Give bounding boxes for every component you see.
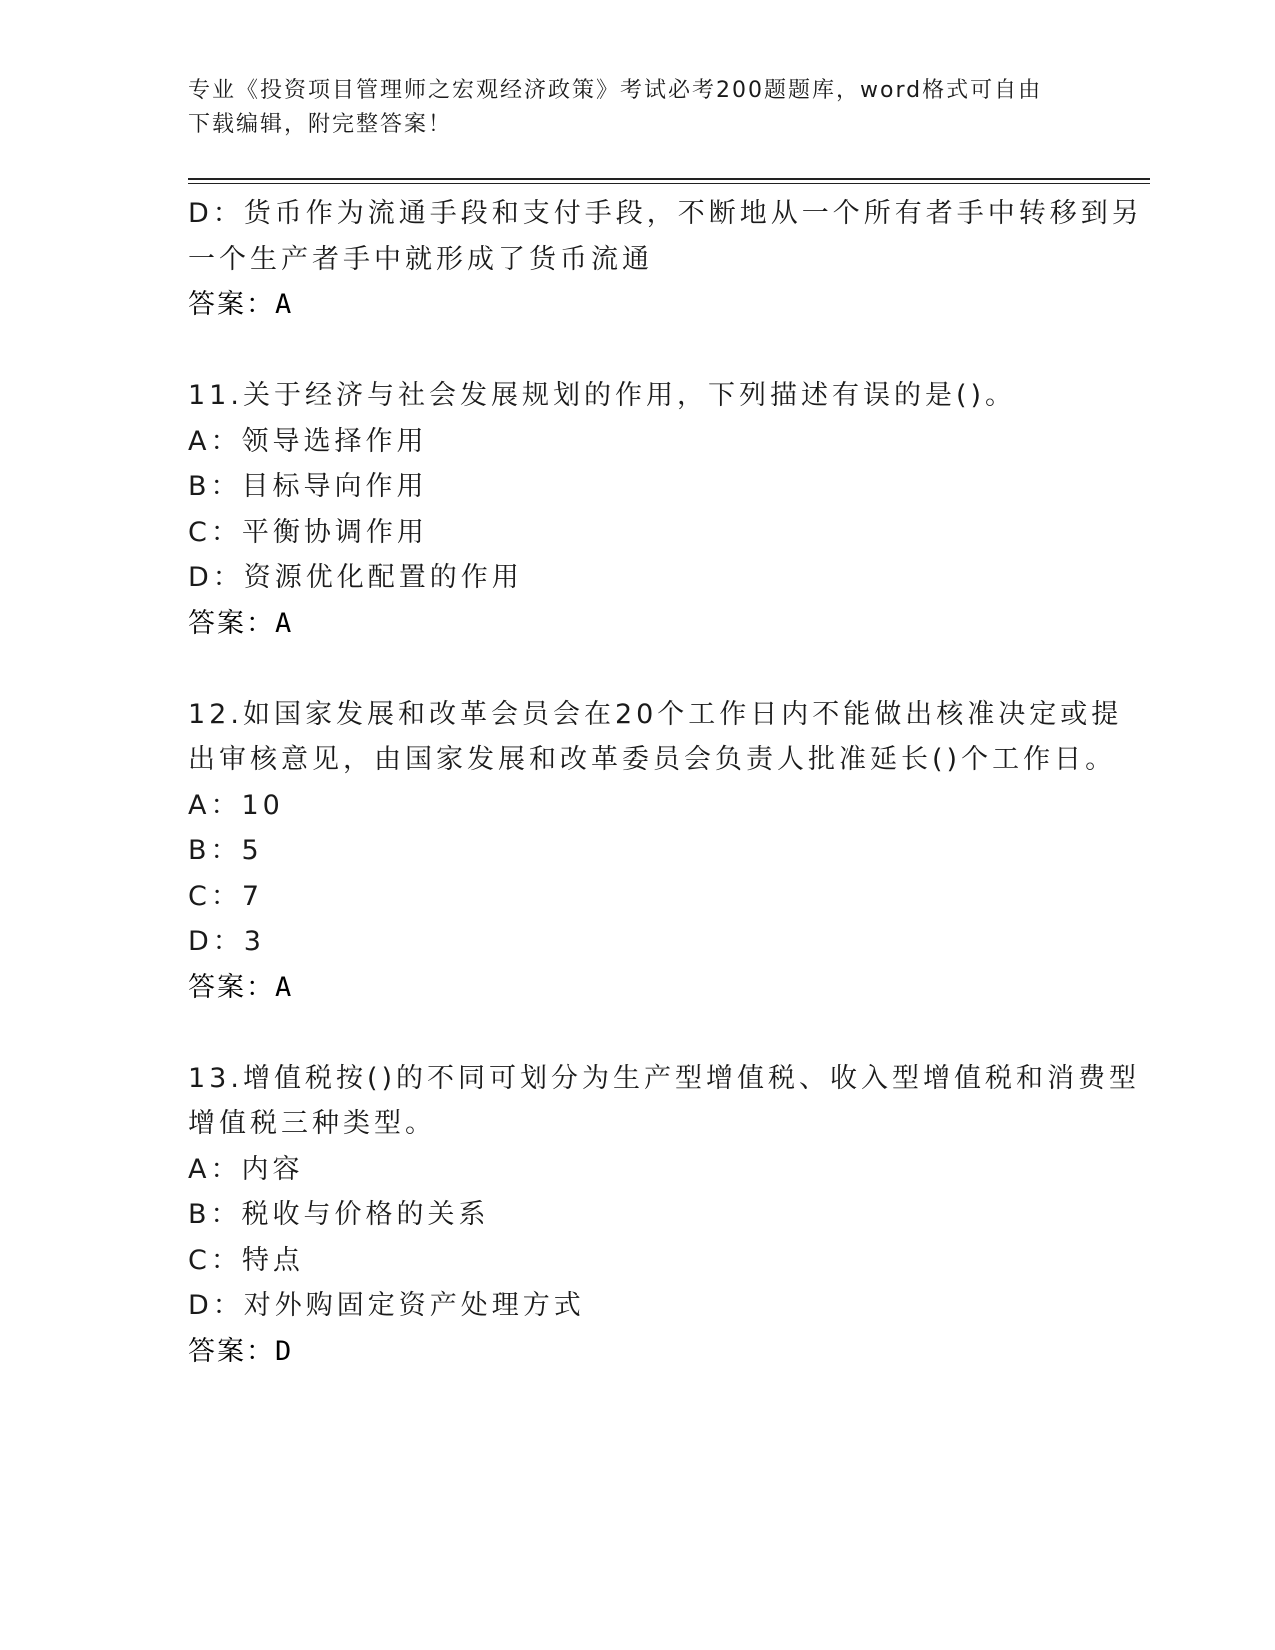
- answer-value: D: [275, 1335, 294, 1367]
- question-stem-line-2: 增值税三种类型。: [188, 1108, 436, 1139]
- answer-label: 答案：: [188, 289, 275, 320]
- answer-line: [188, 965, 1088, 1011]
- document-header: [188, 74, 1068, 142]
- option-a: A：10: [188, 789, 284, 821]
- question-block-12: [188, 692, 1123, 1011]
- option-d: D：对外购固定资产处理方式: [188, 1290, 585, 1321]
- question-stem-line-1: 13.增值税按()的不同可划分为生产型增值税、收入型增值税和消费型: [188, 1062, 1141, 1094]
- option-b: B：目标导向作用: [188, 471, 428, 502]
- header-line-1: 专业《投资项目管理师之宏观经济政策》考试必考200题题库，word格式可自由: [188, 78, 1043, 103]
- option-c: C：平衡协调作用: [188, 516, 428, 548]
- answer-line: [188, 1329, 1088, 1375]
- question-block-11: [188, 373, 1088, 646]
- question-block-13: [188, 1056, 1141, 1375]
- option-b: B：税收与价格的关系: [188, 1199, 490, 1230]
- option-a: A：领导选择作用: [188, 425, 428, 457]
- answer-value: A: [275, 607, 294, 639]
- question-stem-line-1: 12.如国家发展和改革会员会在20个工作日内不能做出核准决定或提: [188, 698, 1123, 730]
- option-c: C：7: [188, 880, 264, 912]
- spacer: [188, 646, 1088, 692]
- answer-label: 答案：: [188, 1335, 275, 1367]
- spacer: [188, 328, 1088, 374]
- header-divider-thin: [188, 183, 1150, 184]
- option-c: C：特点: [188, 1244, 304, 1276]
- option-d-line-2: 一个生产者手中就形成了货币流通: [188, 243, 653, 275]
- answer-value: A: [275, 289, 294, 320]
- answer-label: 答案：: [188, 607, 275, 639]
- option-d: D：3: [188, 926, 265, 957]
- answer-line: [188, 282, 1088, 328]
- header-line-2: 下载编辑，附完整答案！: [188, 112, 453, 137]
- option-b: B：5: [188, 835, 263, 866]
- answer-label: 答案：: [188, 971, 275, 1003]
- answer-value: A: [275, 971, 294, 1003]
- option-a: A：内容: [188, 1153, 304, 1185]
- option-d: D：资源优化配置的作用: [188, 562, 523, 593]
- question-stem: 11.关于经济与社会发展规划的作用，下列描述有误的是()。: [188, 380, 1017, 411]
- answer-line: [188, 601, 1088, 647]
- header-divider-thick: [188, 178, 1150, 180]
- question-stem-line-2: 出审核意见，由国家发展和改革委员会负责人批准延长()个工作日。: [188, 744, 1117, 775]
- spacer: [188, 1010, 1088, 1056]
- previous-question-tail: [188, 191, 1143, 328]
- option-d-line-1: D：货币作为流通手段和支付手段，不断地从一个所有者手中转移到另: [188, 198, 1143, 229]
- question-content: [188, 191, 1143, 1374]
